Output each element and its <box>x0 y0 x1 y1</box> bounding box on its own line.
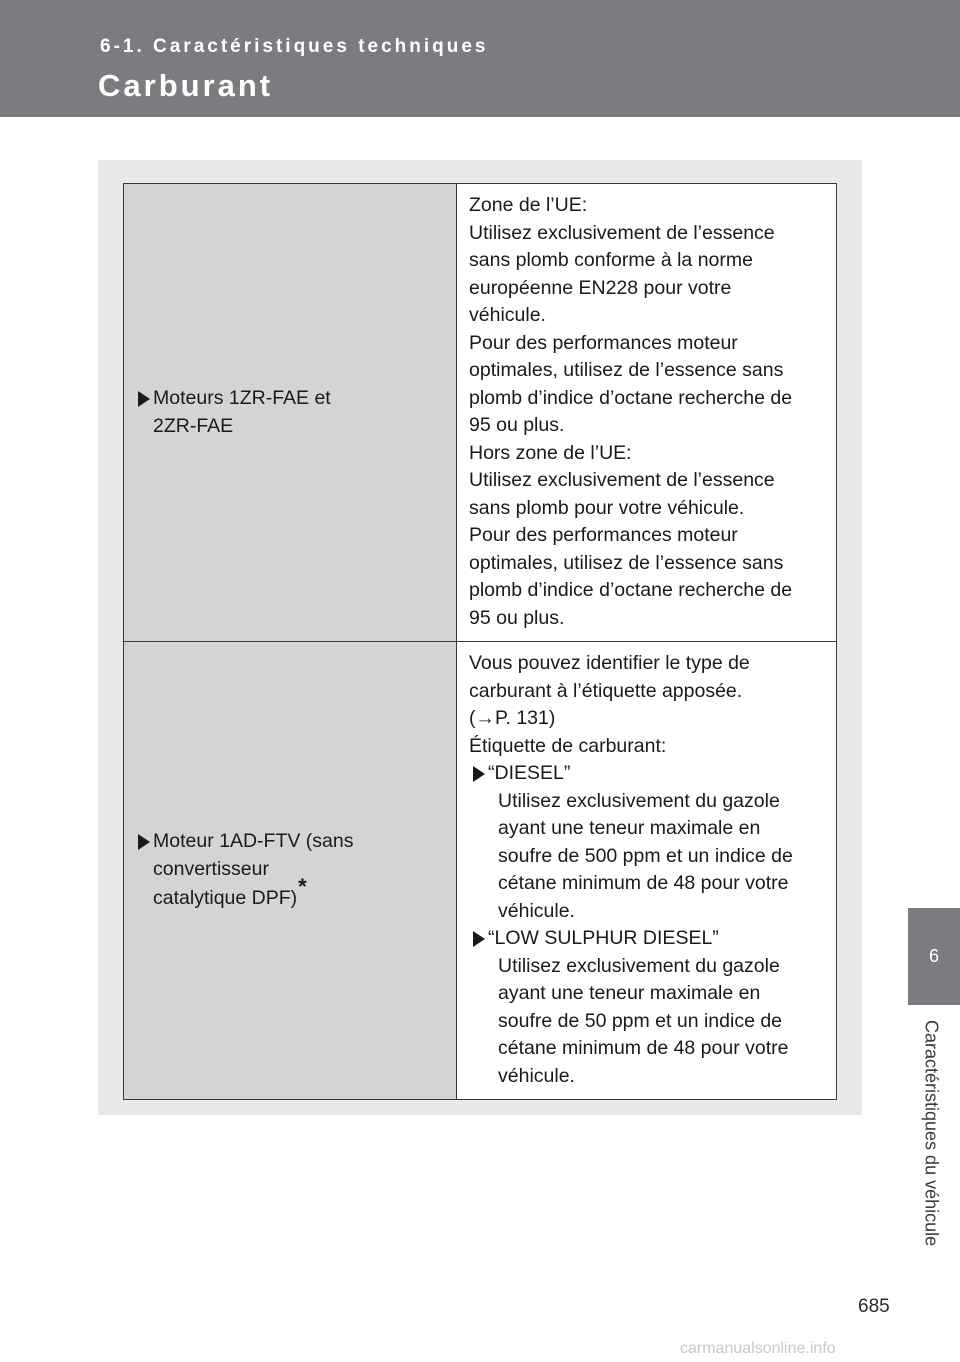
chapter-tab[interactable] <box>908 908 960 1005</box>
spec-line: optimales, utilisez de l’essence sans <box>469 359 784 381</box>
table-row <box>124 184 837 642</box>
spec-line: Hors zone de l’UE: <box>469 441 632 464</box>
spec-line: Utilisez exclusivement du gazole <box>498 789 780 812</box>
spec-line: véhicule. <box>498 1064 575 1087</box>
engine-name: Moteurs 1ZR-FAE et 2ZR-FAE <box>153 387 331 437</box>
section-label: 6-1. Caractéristiques techniques <box>100 36 489 57</box>
spec-line: cétane minimum de 48 pour votre <box>498 1037 789 1059</box>
spec-line: plomb d’indice d’octane recherche de <box>469 386 793 409</box>
chapter-number: 6 <box>928 946 939 966</box>
triangle-bullet-icon <box>138 391 150 407</box>
spec-line: soufre de 500 ppm et un indice de <box>498 844 793 867</box>
engine-bullet <box>138 385 446 440</box>
spec-line: sans plomb conforme à la norme <box>469 249 753 271</box>
chapter-label: Caractéristiques du véhicule <box>921 1020 942 1247</box>
watermark: carmanualsonline.info <box>680 1340 836 1357</box>
triangle-bullet-icon <box>473 766 485 782</box>
fuel-table <box>123 183 837 1100</box>
spec-line: optimales, utilisez de l’essence sans <box>469 551 784 574</box>
engine-bullet <box>138 828 446 913</box>
spec-line: cétane minimum de 48 pour votre <box>498 872 789 894</box>
spec-line: Vous pouvez identifier le type de <box>469 652 750 674</box>
fuel-label-text <box>469 953 824 1091</box>
fuel-label-item <box>473 925 824 953</box>
engine-cell <box>124 642 457 1100</box>
triangle-bullet-icon <box>138 834 150 850</box>
spec-line: Utilisez exclusivement de l’essence <box>469 221 775 244</box>
spec-cell <box>457 642 837 1100</box>
spec-line: véhicule. <box>469 304 546 326</box>
page-number: 685 <box>858 1296 890 1317</box>
engine-name: Moteur 1AD-FTV (sans convertisseur catalytique DPF)* <box>153 830 354 910</box>
fuel-label-name: “DIESEL” <box>488 762 571 784</box>
spec-line: carburant à l’étiquette apposée. <box>469 679 743 702</box>
spec-line: ayant une teneur maximale en <box>498 817 761 839</box>
spec-line: plomb d’indice d’octane recherche de <box>469 579 793 601</box>
spec-line: européenne EN228 pour votre <box>469 276 732 299</box>
fuel-label-item <box>473 760 824 788</box>
page-reference: (→P. 131) <box>469 707 556 729</box>
spec-line: Pour des performances moteur <box>469 524 738 546</box>
spec-line: sans plomb pour votre véhicule. <box>469 496 745 519</box>
page-title: Carburant <box>98 68 274 103</box>
spec-line: Étiquette de carburant: <box>469 734 667 757</box>
triangle-bullet-icon <box>473 931 485 947</box>
spec-line: ayant une teneur maximale en <box>498 982 761 1004</box>
spec-cell <box>457 184 837 642</box>
spec-line: soufre de 50 ppm et un indice de <box>498 1009 783 1032</box>
spec-line: 95 ou plus. <box>469 606 565 629</box>
footnote-asterisk: * <box>298 874 307 900</box>
page-header <box>0 0 960 117</box>
spec-line: Utilisez exclusivement de l’essence <box>469 469 775 491</box>
fuel-label-text <box>469 788 824 926</box>
table-row <box>124 642 837 1100</box>
fuel-label-name: “LOW SULPHUR DIESEL” <box>488 927 719 949</box>
spec-line: 95 ou plus. <box>469 414 565 436</box>
spec-line: Zone de l’UE: <box>469 194 588 216</box>
engine-cell <box>124 184 457 642</box>
spec-line: Utilisez exclusivement du gazole <box>498 954 780 977</box>
spec-line: Pour des performances moteur <box>469 331 738 354</box>
spec-line: véhicule. <box>498 899 575 922</box>
